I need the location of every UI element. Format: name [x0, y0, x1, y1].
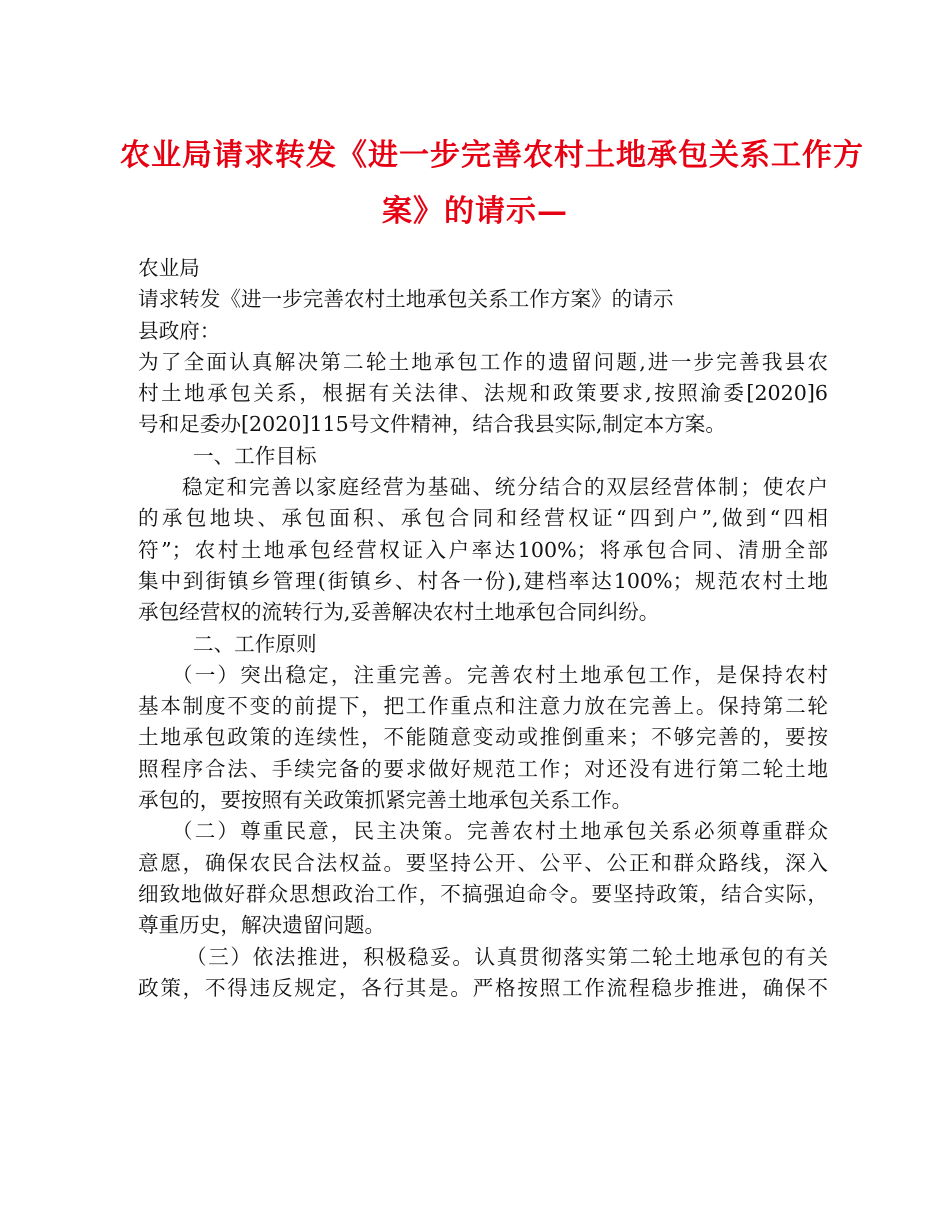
body-line: （二）尊重民意，民主决策。完善农村土地承包关系必须尊重群众 — [172, 819, 828, 844]
body-line: 县政府： — [138, 318, 221, 343]
body-line: 符”；农村土地承包经营权证入户率达100%；将承包合同、清册全部 — [138, 537, 828, 562]
document-title — [120, 128, 864, 240]
body-line: （一）突出稳定，注重完善。完善农村土地承包工作，是保持农村 — [172, 662, 828, 687]
body-line: 村土地承包关系，根据有关法律、法规和政策要求,按照渝委[2020]6 — [138, 381, 828, 406]
document-body — [138, 253, 828, 1004]
body-line: 二、工作原则 — [193, 631, 317, 656]
body-line: 号和足委办[2020]115号文件精神，结合我县实际,制定本方案。 — [138, 412, 726, 437]
body-line: 尊重历史，解决遗留问题。 — [138, 913, 386, 938]
body-line: 照程序合法、手续完备的要求做好规范工作；对还没有进行第二轮土地 — [138, 756, 828, 781]
body-line: 细致地做好群众思想政治工作，不搞强迫命令。要坚持政策，结合实际， — [138, 881, 828, 906]
body-line: 请求转发《进一步完善农村土地承包关系工作方案》的请示 — [138, 287, 674, 312]
body-line: （三）依法推进，积极稳妥。认真贯彻落实第二轮土地承包的有关 — [186, 944, 828, 969]
title-line-1: 农业局请求转发《进一步完善农村土地承包关系工作方 — [120, 138, 864, 173]
body-line: 土地承包政策的连续性，不能随意变动或推倒重来；不够完善的，要按 — [138, 725, 828, 750]
body-line: 政策，不得违反规定，各行其是。严格按照工作流程稳步推进，确保不 — [138, 975, 828, 1000]
body-line: 意愿，确保农民合法权益。要坚持公开、公平、公正和群众路线，深入 — [138, 850, 828, 875]
body-line: 一、工作目标 — [193, 443, 317, 468]
body-line: 农业局 — [138, 256, 200, 280]
body-line: 集中到街镇乡管理(街镇乡、村各一份),建档率达100%；规范农村土地 — [138, 568, 828, 593]
body-line: 为了全面认真解决第二轮土地承包工作的遗留问题,进一步完善我县农 — [138, 349, 828, 374]
body-line: 的承包地块、承包面积、承包合同和经营权证“四到户”,做到“四相 — [138, 506, 828, 531]
body-line: 基本制度不变的前提下，把工作重点和注意力放在完善上。保持第二轮 — [138, 694, 828, 719]
body-line: 稳定和完善以家庭经营为基础、统分结合的双层经营体制；使农户 — [182, 475, 828, 500]
title-line-2: 案》的请示— — [382, 194, 568, 229]
body-line: 承包经营权的流转行为,妥善解决农村土地承包合同纠纷。 — [138, 600, 660, 625]
body-line: 承包的，要按照有关政策抓紧完善土地承包关系工作。 — [138, 788, 633, 813]
